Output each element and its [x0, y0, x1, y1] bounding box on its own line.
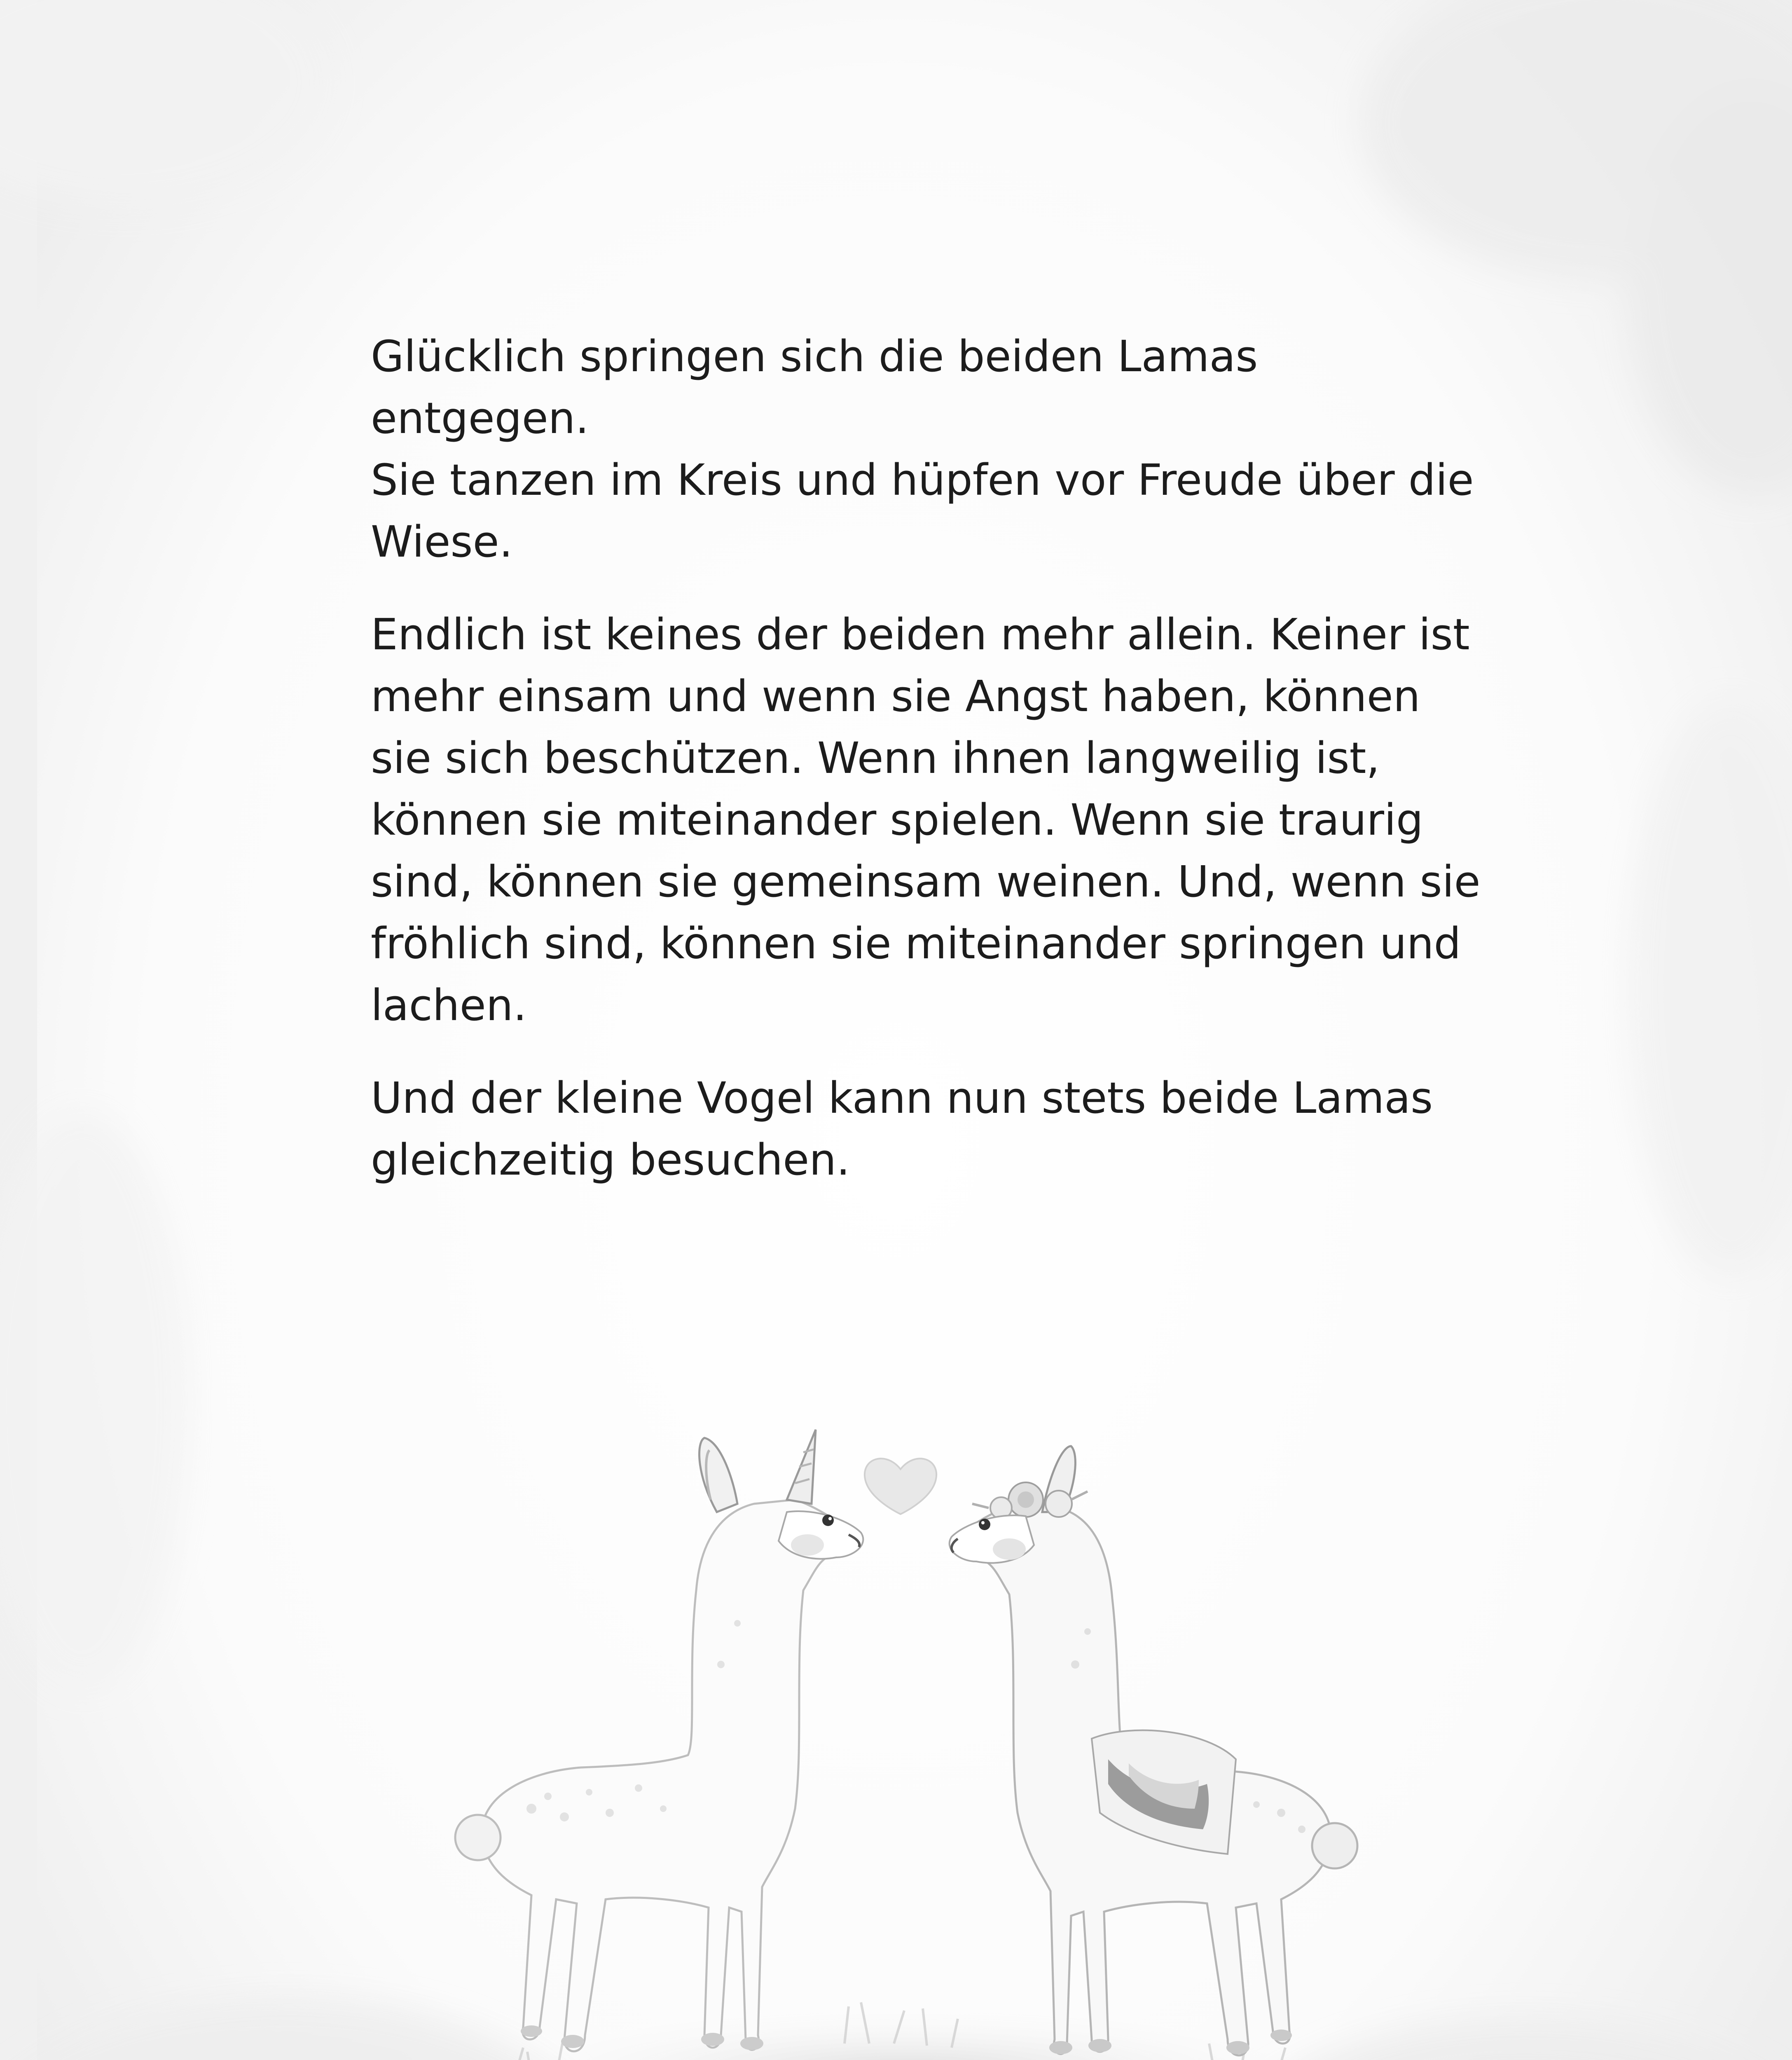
grass-ground [503, 2011, 1310, 2060]
story-paragraph: Und der kleine Vogel kann nun stets beide Lamas gleichzeitig besuchen. [371, 1073, 1433, 1185]
flower-llama [950, 1446, 1357, 2055]
two-llamas-heart-illustration [433, 1376, 1380, 2060]
story-text [371, 325, 1483, 1222]
story-paragraph: Glücklich springen sich die beiden Lamas entgegen. Sie tanzen im Kreis und hüpfen vor Freude über die Wiese. [371, 331, 1474, 567]
unicorn-llama [455, 1430, 863, 2051]
heart-icon [865, 1458, 936, 1514]
story-paragraph: Endlich ist keines der beiden mehr allein. Keiner ist mehr einsam und wenn sie Angst haben, können sie sich beschützen. Wenn ihnen langweilig ist, können sie miteinander spielen. Wenn sie traurig sind, können sie gemeinsam weinen. Und, wenn sie fröhlich sind, können sie miteinander springen und lachen. [371, 609, 1481, 1030]
